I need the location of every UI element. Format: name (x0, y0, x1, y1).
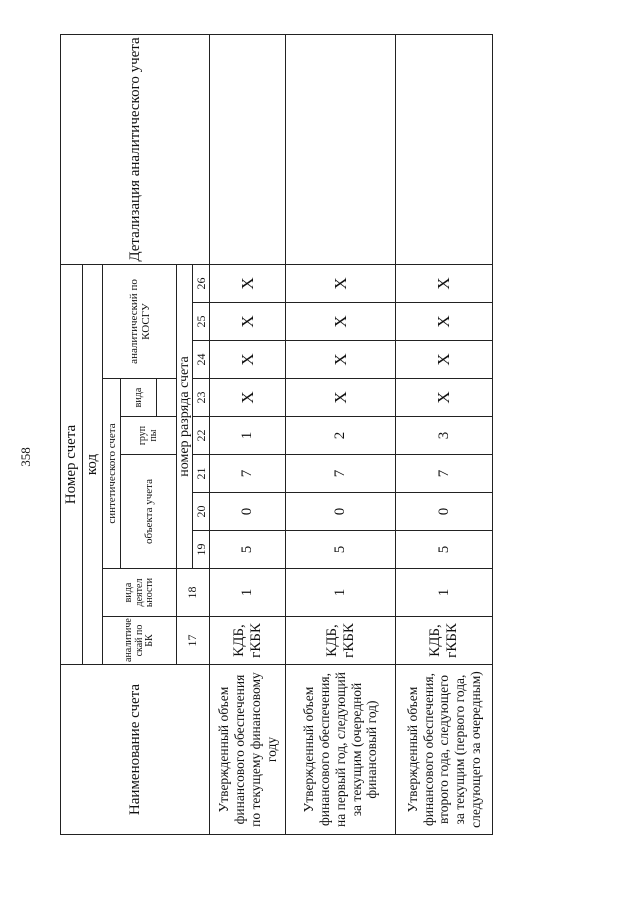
analytic-kosgu-header: аналитический по КОСГУ (103, 264, 177, 378)
row-2-c24: X (286, 341, 396, 379)
accounting-object-header: объекта учета (121, 455, 177, 569)
row-3-c25: X (396, 303, 493, 341)
row-3-c21: 7 (396, 455, 493, 493)
row-3-c18: 1 (396, 569, 493, 617)
col-18-label: 18 (185, 586, 200, 599)
row-2-c19: 5 (286, 531, 396, 569)
code-header: код (83, 264, 103, 664)
row-2-c18: 1 (286, 569, 396, 617)
group-header: груп пы (121, 417, 177, 455)
row-2-c20: 0 (286, 493, 396, 531)
row-3-c23: X (396, 379, 493, 417)
analytic-bk-header: аналитиче скай по БК (103, 617, 177, 665)
row-3-c24: X (396, 341, 493, 379)
row-1-kdb: КДБ, гКБК (210, 617, 286, 665)
col-19-label: 19 (193, 530, 209, 568)
detail-header: Детализация аналитического учета (61, 34, 210, 264)
row-3-c22: 3 (396, 417, 493, 455)
type-header-extension (157, 379, 177, 417)
row-1-c20: 0 (210, 493, 286, 531)
row-3-kdb: КДБ, гКБК (396, 617, 493, 665)
row-2-kdb: КДБ, гКБК (286, 617, 396, 665)
row-1-c19: 5 (210, 531, 286, 569)
col-18-header (177, 569, 210, 617)
col-17-header (177, 617, 210, 665)
row-1-name: Утвержденный объем финансового обеспечения по текущему финансовому году (210, 665, 286, 835)
digit-number-label: номер разряда счета (177, 265, 193, 568)
row-2-c26: X (286, 264, 396, 302)
col-26-label: 26 (194, 277, 209, 290)
digit-number-columns (193, 265, 209, 568)
col-25-label: 25 (193, 302, 209, 340)
col-22-label: 22 (193, 416, 209, 454)
row-3-c26: X (396, 264, 493, 302)
col-21-label: 21 (193, 454, 209, 492)
activity-type-header: вида деятел ьности (103, 569, 177, 617)
row-1-detail (210, 34, 286, 264)
col-23-label: 23 (193, 378, 209, 416)
table-row (286, 34, 396, 834)
rotated-table-wrapper (60, 35, 485, 835)
col-24-label: 24 (193, 340, 209, 378)
row-2-c22: 2 (286, 417, 396, 455)
row-3-detail (396, 34, 493, 264)
row-2-c25: X (286, 303, 396, 341)
row-2-detail (286, 34, 396, 264)
digit-number-block (177, 264, 210, 568)
row-1-c18: 1 (210, 569, 286, 617)
account-number-header: Номер счета (61, 264, 83, 664)
row-1-c24: X (210, 341, 286, 379)
col-20-label: 20 (193, 492, 209, 530)
page-number: 358 (18, 447, 33, 467)
table-row (210, 34, 286, 834)
account-name-header: Наименование счета (61, 665, 210, 835)
row-2-name: Утвержденный объем финансового обеспечения, на первый год, следующий за текущим (очередной финансовый год) (286, 665, 396, 835)
row-2-c21: 7 (286, 455, 396, 493)
row-3-c20: 0 (396, 493, 493, 531)
type-header: вида (121, 379, 157, 417)
row-1-c23: X (210, 379, 286, 417)
accounts-table (60, 34, 493, 835)
row-3-name: Утвержденный объем финансового обеспечения, второго года, следующего за текущим (первого года, следующего за очередным) (396, 665, 493, 835)
row-1-c26: X (210, 264, 286, 302)
synthetic-header: синтетического счета (103, 379, 121, 569)
row-3-c19: 5 (396, 531, 493, 569)
table-row (396, 34, 493, 834)
col-17-label: 17 (185, 634, 200, 647)
row-1-c25: X (210, 303, 286, 341)
row-1-c22: 1 (210, 417, 286, 455)
row-1-c21: 7 (210, 455, 286, 493)
row-2-c23: X (286, 379, 396, 417)
